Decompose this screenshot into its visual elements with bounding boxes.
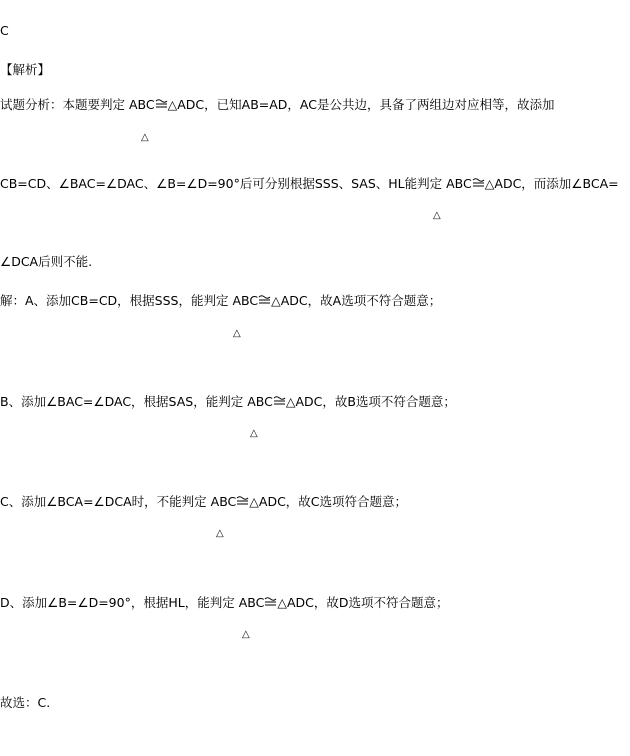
analysis-line-2-prefix: CB=CD、∠BAC=∠DAC、∠B=∠D=90°后可分别根据SSS、SAS、HL能判定 [0, 176, 447, 191]
triangle-symbol-icon: △ [167, 97, 178, 112]
solution-a-prefix: 解：A、添加CB=CD，根据SSS，能判定 [0, 293, 233, 308]
congruence-symbol-icon [273, 395, 286, 405]
analysis-line-1 [0, 97, 555, 113]
solution-option-b [0, 394, 456, 410]
triangle-mark-icon: △ [216, 528, 224, 539]
triangle-abc: ABC [446, 176, 472, 191]
conclusion-text: 故选：C. [0, 695, 51, 710]
congruence-symbol-icon [258, 294, 271, 304]
triangle-abc: ABC [238, 595, 265, 610]
analysis-line-2 [0, 176, 619, 192]
triangle-mark-icon: △ [233, 328, 241, 339]
solution-c-suffix: ADC，故C选项符合题意； [258, 494, 408, 509]
triangle-mark-icon: △ [141, 132, 149, 143]
triangle-symbol-icon: △ [271, 293, 281, 308]
triangle-mark-icon: △ [250, 428, 258, 439]
congruence-symbol-icon [472, 177, 485, 187]
analysis-line-3: ∠DCA后则不能. [0, 254, 93, 269]
triangle-symbol-icon: △ [249, 494, 259, 509]
solution-b-prefix: B、添加∠BAC=∠DAC，根据SAS，能判定 [0, 394, 248, 409]
triangle-mark-icon: △ [242, 629, 250, 640]
solution-b-suffix: ADC，故B选项不符合题意； [295, 394, 456, 409]
answer-text: C [0, 23, 9, 38]
solution-a-suffix: ADC，故A选项不符合题意； [280, 293, 442, 308]
congruence-symbol-icon [155, 98, 168, 108]
triangle-symbol-icon: △ [484, 176, 495, 191]
triangle-abc: ABC [232, 293, 259, 308]
triangle-mark-icon: △ [433, 210, 441, 221]
solution-option-a [0, 293, 441, 309]
solution-option-d [0, 595, 448, 611]
solution-c-prefix: C、添加∠BCA=∠DCA时，不能判定 [0, 494, 211, 509]
congruence-symbol-icon [264, 596, 277, 606]
triangle-abc: ABC [128, 97, 155, 112]
triangle-abc: ABC [210, 494, 237, 509]
analysis-line-2-suffix: ADC，而添加∠BCA= [494, 176, 619, 191]
analysis-heading: 【解析】 [0, 62, 51, 77]
solution-option-c [0, 494, 407, 510]
analysis-line-1-prefix: 试题分析：本题要判定 [0, 97, 129, 112]
triangle-symbol-icon: △ [277, 595, 287, 610]
triangle-symbol-icon: △ [285, 394, 296, 409]
solution-d-suffix: ADC，故D选项不符合题意； [286, 595, 449, 610]
triangle-abc: ABC [247, 394, 273, 409]
congruence-symbol-icon [236, 495, 249, 505]
analysis-line-1-suffix: ADC，已知AB=AD，AC是公共边，具备了两组边对应相等，故添加 [177, 97, 555, 112]
solution-d-prefix: D、添加∠B=∠D=90°，根据HL，能判定 [0, 595, 239, 610]
